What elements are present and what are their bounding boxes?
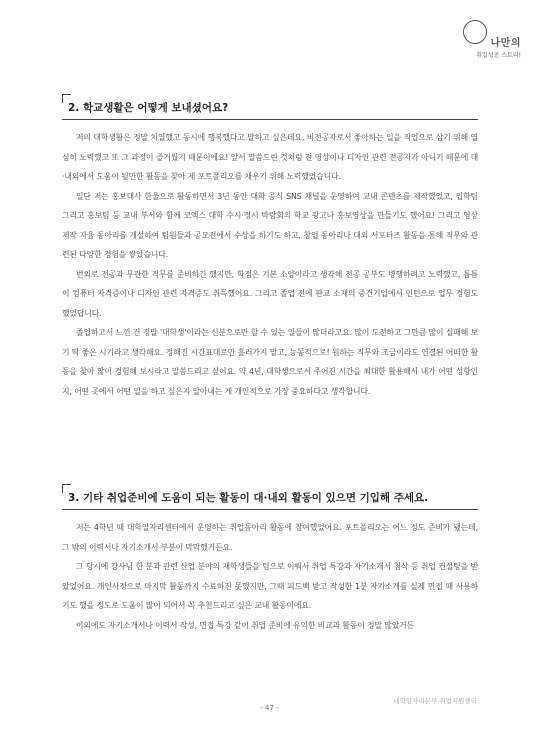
header-underline: [62, 509, 478, 510]
logo-title: 나만의: [490, 38, 521, 49]
mascot-icon: [463, 20, 487, 44]
paragraph: 이외에도 자기소개서나 이력서 작성, 면접 특강 같이 취업 준비에 유익한 비교과 활동이 정말 많았거든: [76, 620, 414, 630]
section-school-life: [62, 94, 478, 401]
section-header: [62, 94, 478, 120]
brand-logo: [461, 20, 521, 68]
paragraph: 번외로 전공과 무관한 직무를 준비하긴 했지만, 학점은 기본 소양이라고 생각해 전공 공부도 병행하려고 노력했고, 틈틈이 컴퓨터 자격증이나 디자인 관련 자격증도 취득했어요. 그리고 졸업 전에 판교 소재의 중견기업에서 인턴으로 업무 경험도 했었답니다.: [62, 269, 478, 318]
paragraph: 일단 저는 홍보대사 한울으로 활동하면서 3년 동안 대학 공식 SNS 채널을 운영하여 교내 콘텐츠를 제작했었고, 입학팀 그리고 홍보팀 등 교내 부서와 함께 코엑스 대학 수시·정시 박람회의 학교 광고나 홍보영상을 만들기도 했어요! 그리고 영상 제작 자율 동아리를 개설하여 팀원들과 공모전에서 수상을 하기도 하고, 창업 동아리나 대외 서포터즈 활동을 통해 직무와 관련된 다양한 경험을 쌓았습니다.: [62, 191, 478, 259]
paragraph: 저는 4학년 때 대학일자리센터에서 운영하는 취업동아리 활동에 참여했었어요. 포트폴리오는 어느 정도 준비가 됐는데, 그 밖의 이력서나 자기소개서 부분이 막막했거든요.: [62, 523, 478, 552]
footer-organization: 대학일자리본부 취업지원센터: [393, 697, 477, 705]
section-body: [62, 518, 478, 635]
paragraph: 저의 대학생활은 정말 치열했고 동시에 행복했다고 말하고 싶은데요, 비전공자로서 좋아하는 일을 직업으로 삼기 위해 열심히 노력했고 또 그 과정이 즐거웠기 때문이에요! 앞서 말씀드린 것처럼 전 영상이나 디자인 관련 전공자가 아니기 때문에 대·내외에서 도움이 될만한 활동을 찾아 제 포트폴리오를 채우기 위해 노력했었습니다.: [62, 133, 478, 181]
section-body: [62, 128, 478, 401]
section-other-activities: [62, 484, 478, 635]
paragraph: 그 당시에 강사님 한 분과 관련 산업 분야의 재학생들을 팀으로 이뤄서 취업 특강과 자기소개서 첨삭 등 취업 컨설팅을 받았었어요. 개인사정으로 마지막 활동까지 수료하진 못했지만, 그때 피드백 받고 작성한 1분 자기소개를 실제 면접 때 사용하기도 했을 정도로 도움이 많이 되어서 꼭 추천드리고 싶은 교내 활동이에요.: [62, 562, 478, 610]
header-underline: [62, 119, 478, 120]
section-heading: 3. 기타 취업준비에 도움이 되는 활동이 대·내외 활동이 있으면 기입해 주세요.: [68, 492, 429, 504]
paragraph: 졸업하고서 느낀 건 정말 '대학생'이라는 신분으로만 할 수 있는 일들이 많더라고요. 많이 도전하고 그만큼 많이 실패해 보기 딱 좋은 시기라고 생각해요. 정해진 시간표대로만 흘러가지 말고, 능동적으로! 원하는 직무와 조금이라도 연결된 어떠한 활동을 찾아 많이 경험해 보시라고 말씀드리고 싶어요. 약 4년, 대학생으로서 주어진 시간을 최대한 활용해서 내가 어떤 성향인지, 어떤 곳에서 어떤 일을 하고 싶은지 알아내는 게 개인적으로 가장 중요하다고 생각합니다.: [62, 328, 478, 396]
page-number: - 47 -: [260, 704, 279, 712]
section-header: [62, 484, 478, 510]
section-heading: 2. 학교생활은 어떻게 보내셨어요?: [68, 102, 229, 114]
logo-subtitle: 취업성공 스토리!: [476, 52, 521, 59]
